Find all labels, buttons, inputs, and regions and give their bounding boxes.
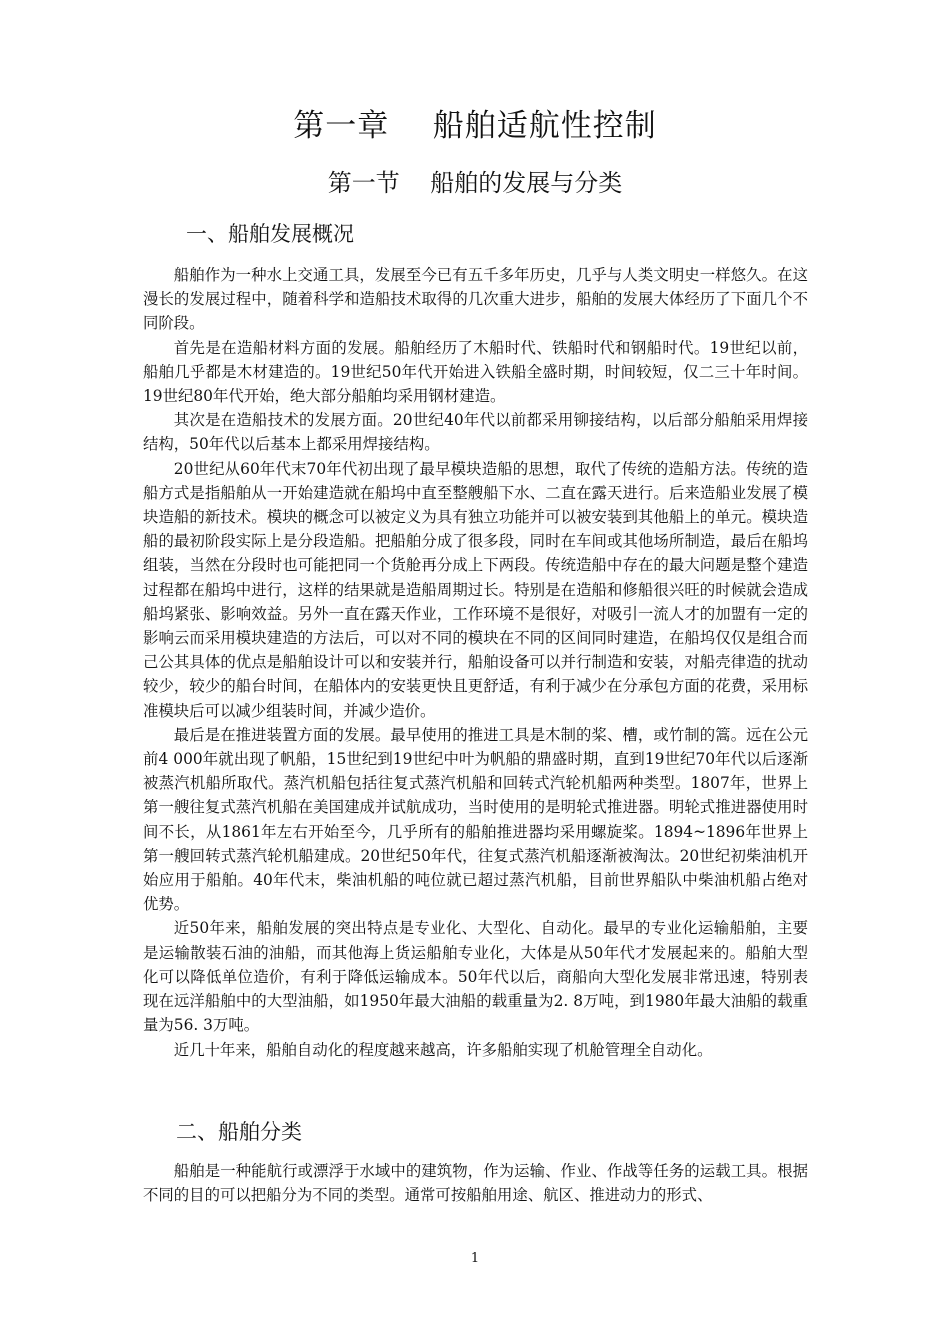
- paragraph: 船舶作为一种水上交通工具，发展至今已有五千多年历史，几乎与人类文明史一样悠久。在这漫长的发展过程中，随着科学和造船技术取得的几次重大进步，船舶的发展大体经历了下面几个不同阶段。: [143, 266, 808, 333]
- chapter-title: 第一章 船舶适航性控制: [293, 108, 657, 144]
- body-text-development: [143, 263, 808, 1062]
- heading-development-overview: 一、船舶发展概况: [186, 222, 354, 246]
- section-title: 第一节 船舶的发展与分类: [327, 169, 623, 197]
- paragraph: 20世纪从60年代末70年代初出现了最早模块造船的思想，取代了传统的造船方法。传统的造船方式是指船舶从一开始建造就在船坞中直至整艘船下水、二直在露天进行。后来造船业发展了模块造船的新技术。模块的概念可以被定义为具有独立功能并可以被安装到其他船上的单元。模块造船的最初阶段实际上是分段造船。把船舶分成了很多段，同时在车间或其他场所制造，最后在船坞组装，当然在分段时也可能把同一个货舱再分成上下两段。传统造船中存在的最大问题是整个建造过程都在船坞中进行，这样的结果就是造船周期过长。特别是在造船和修船很兴旺的时候就会造成船坞紧张、影响效益。另外一直在露天作业，工作环境不是很好，对吸引一流人才的加盟有一定的影响云而采用模块建造的方法后，可以对不同的模块在不同的区间同时建造，在船坞仅仅是组合而己公其具体的优点是船舶设计可以和安装并行，船舶设备可以并行制造和安装，对船壳律造的扰动较少，较少的船台时间，在船体内的安装更快且更舒适，有利于减少在分承包方面的花费，采用标准模块后可以减少组装时间，并减少造价。: [143, 459, 808, 720]
- paragraph: 近50年来，船舶发展的突出特点是专业化、大型化、自动化。最早的专业化运输船舶，主要是运输散装石油的油船，而其他海上货运船舶专业化，大体是从50年代才发展起来的。船舶大型化可以降低单位造价，有利于降低运输成本。50年代以后，商船向大型化发展非常迅速，特别表现在远洋船舶中的大型油船，如1950年最大油船的载重量为2. 8万吨，到1980年最大油船的载重量为56. 3万吨。: [143, 919, 808, 1035]
- paragraph: 首先是在造船材料方面的发展。船舶经历了木船时代、铁船时代和钢船时代。19世纪以前，船舶几乎都是木材建造的。19世纪50年代开始进入铁船全盛时期，时间较短，仅二三十年时间。19世纪80年代开始，绝大部分船舶均采用钢材建造。: [143, 338, 808, 406]
- paragraph: 最后是在推进装置方面的发展。最早使用的推进工具是木制的桨、槽，或竹制的篙。远在公元前4 000年就出现了帆船，15世纪到19世纪中叶为帆船的鼎盛时期，直到19世纪70年代以后逐渐被蒸汽机船所取代。蒸汽机船包括往复式蒸汽机船和回转式汽轮机船两种类型。1807年，世界上第一艘往复式蒸汽机船在美国建成并试航成功，当时使用的是明轮式推进器。明轮式推进器使用时间不长，从1861年左右开始至今，几乎所有的船舶推进器均采用螺旋桨。1894~1896年世界上第一艘回转式蒸汽轮机船建成。20世纪50年代，往复式蒸汽机船逐渐被淘汰。20世纪初柴油机开始应用于船舶。40年代末，柴油机船的吨位就已超过蒸汽机船，目前世界船队中柴油机船占绝对优势。: [143, 725, 808, 914]
- heading-ship-classification: 二、船舶分类: [176, 1120, 302, 1144]
- paragraph: 船舶是一种能航行或漂浮于水域中的建筑物，作为运输、作业、作战等任务的运载工具。根据不同的目的可以把船分为不同的类型。通常可按船舶用途、航区、推进动力的形式、: [143, 1162, 808, 1205]
- page-number: 1: [470, 1251, 480, 1266]
- body-text-classification: [143, 1159, 808, 1207]
- paragraph: 其次是在造船技术的发展方面。20世纪40年代以前都采用铆接结构，以后部分船舶采用焊接结构，50年代以后基本上都采用焊接结构。: [143, 411, 808, 454]
- paragraph: 近几十年来，船舶自动化的程度越来越高，许多船舶实现了机舱管理全自动化。: [173, 1040, 713, 1059]
